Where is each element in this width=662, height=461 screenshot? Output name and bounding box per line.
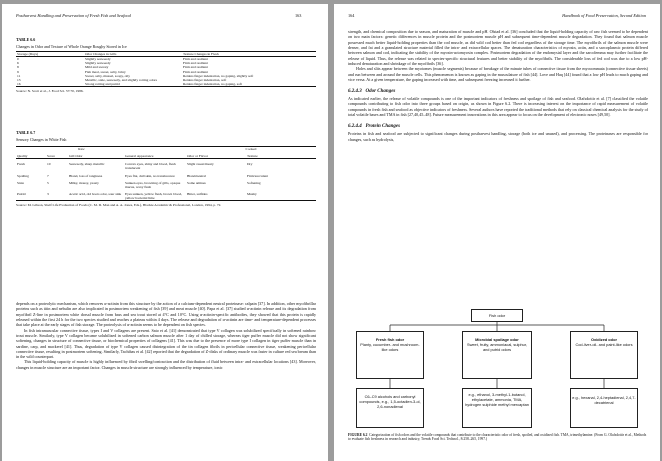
table-6-6-source: Source: N. Scott et al., J. Food Sci. 57:70, 1986. [16, 89, 84, 93]
group-examples: C6–C9 alcohols and carbonyl compounds, e.g., 1,5-octadien-3-ol, 2,6-nonadienal [359, 394, 421, 409]
table-6-6 [16, 37, 316, 93]
table-cell: 11 [17, 73, 21, 78]
table-cell: Softening [247, 180, 261, 185]
table-cell: Convex eyes, shiny and blood, flesh translucent [125, 162, 176, 171]
figure-caption [348, 433, 648, 442]
table-cell: Dry [247, 162, 253, 167]
table-cell: Acetic acid, old boots odor, sour sink [69, 191, 122, 196]
table-cell: Slightly seaweedy [85, 57, 111, 62]
group-title: Microbial spoilage odor [475, 337, 519, 342]
table-cell: 5 [47, 180, 49, 185]
body-paragraph: Holes and slits appear between the myotomes (muscle segments) because of breakage of the minute tubes of connective tissue from the myocommata (connective tissue sheets) and run between and around the muscle cells. This phenomenon is known as gaping in the musculature of fish [44]. Love and Haq [44] found that a low pH leads to much gaping and vice versa. At a given temperature, the gaping increased with time, and subsequent freezing increased it further. [348, 66, 648, 82]
table-cell: Eyes flat, dull skin, no translucence [125, 173, 175, 178]
table-cell: Mild and sweaty [85, 65, 109, 70]
table-cell: Spoiling [17, 173, 29, 178]
body-paragraph: strength, and chemical composition due to season, and maturation of muscle and pH. Olstad et al. [36] concluded that the liquid-holding capacity of raw fish seemed to be dependent on two main factors: genetic differences in muscle protein and the postmortem muscle pH and subsequent time-dependent muscle degradation. They found that salmon muscle possessed much better liquid-holding properties than the cod muscle, as did wild cod better than fed cod regardless of the storage time. The myofibrils of the salmon muscle were denser, and fat and a granulated structure material filled the intra- and extracellular spaces. The denaturation characteristics of myosin, actin, and a sarcoplasmic protein differed between salmon and cod, indicating the stability of the myosin-actomyosin complex. Postmortem degradation of the endomysial layer and the sarcolemma may further facilitate the release of liquid. Thus, the release was related to species-specific structural features and better stability of the myofibrils. The considerable loss of fed cod was due to a low pH-induced denaturation and shrinkage of the myofibrils [36]. [348, 29, 648, 66]
table-cell: 3 [47, 191, 49, 196]
table-row [16, 159, 316, 171]
body-paragraph: This liquid-holding capacity of muscle is highly influenced by fibril swelling/contraction and the distribution of fluid between intra- and extracellular locations [43]. Moreover, changes in muscle structure are an important factor. Changes in muscle structure are strongly influenced by temperature, ionic [16, 359, 316, 370]
table-header-cell: Texture [247, 154, 258, 159]
table-header-cell: Score [47, 154, 55, 159]
table-cell: Fish meal, sweet, salty, briny [85, 69, 126, 74]
table-6-6-body [16, 57, 316, 86]
table-header-cell: General Appearance [125, 154, 154, 159]
table-cell: Fresh [17, 162, 25, 167]
page-number-right: 164 [348, 13, 355, 18]
table-cell: Firm and resilient [183, 65, 208, 70]
table-6-7-source: Source: M. Gibson, Shelf Life Evaluation of Foods (C. M. D. Man and A. A. Jones, Eds.), Blackie Academic & Professional, London, 1994, p. 72. [16, 203, 222, 208]
table-cell: Bland/neutral [187, 173, 207, 178]
table-6-6-label: TABLE 6.6 [16, 37, 36, 42]
group-title: Fresh fish odor [375, 337, 405, 342]
oxidized-odor-box [570, 331, 638, 379]
left-page [2, 4, 328, 461]
running-head-left: Postharvest Handling and Preservation of Fresh Fish and Seafood [16, 13, 131, 18]
table-cell: Slightly seaweedy [85, 61, 111, 66]
section-title: Protein Changes [365, 124, 401, 130]
table-cell: 0 [17, 57, 19, 62]
table-cell: 9 [17, 69, 19, 74]
oxidized-compounds-box [570, 388, 638, 428]
table-cell: 10 [47, 162, 51, 167]
group-cooked-header: Cooked [245, 147, 257, 151]
table-row [16, 171, 316, 178]
table-cell: Strong rotting and putrid [85, 81, 120, 86]
table-row [16, 189, 316, 200]
microbial-odor-box [462, 331, 532, 379]
page-number-left: 163 [295, 13, 302, 18]
table-6-7-caption: Sensory Changes in White Fish [16, 137, 67, 142]
table-header-cell: Quality [17, 154, 28, 159]
table-cell: Bitter, sulfides [187, 191, 208, 196]
table-6-7-label: TABLE 6.7 [16, 130, 36, 135]
table-cell: Putrid [17, 191, 26, 196]
group-description: Planty, cucumber- and mushroom-like odors [360, 341, 420, 352]
table-cell: Firm and resilient [183, 61, 208, 66]
table-6-6-caption: Changes in Odor and Texture of Whole Orange Roughy Stored in Ice [16, 44, 127, 49]
table-header-cell: Texture Changes in Flesh [183, 52, 219, 56]
table-cell: Firm/succulent [247, 173, 268, 178]
figure-caption-label: FIGURE 6.2 [348, 433, 368, 437]
table-header-cell: Gill Odor [69, 154, 83, 159]
table-cell: Metallic, stale, seaweedy, and slightly rotting odors [85, 77, 157, 82]
fish-odor-label: Fish odor [488, 313, 506, 318]
microbial-compounds-box [462, 388, 532, 428]
body-paragraph: As indicated earlier, the release of volatile compounds is one of the important indicators of freshness and spoilage of fish and seafood. Olafsdottir et al. [7] classified the volatile compounds contributing to fish odor into three groups based on origin, as shown in Figure 6.2. There is increasing interest on the importance of rapid measurement of volatile compounds in fresh fish and seafood as objective indicators of freshness. Several authors have reported the traditional methods that rely on classical chemical analysis for the study of total volatile bases and TMA in fish [27,40,45–48]. Future measurement innovations in this area appear to focus on the development of electronic noses [49,50]. [348, 96, 648, 118]
table-cell: 6 [17, 61, 19, 66]
section-title: Odor Changes [365, 89, 396, 95]
table-cell: Milky, mousy, yeasty [69, 180, 99, 185]
table-cell: 8 [17, 65, 19, 70]
table-cell: Stale [17, 180, 24, 185]
body-paragraph: Proteins in fish and seafood are subjected to significant changes during postharvest handling, storage (both ice and unused), and processing. The proteinases are responsible for changes, such as hydrolysis, [348, 131, 648, 142]
table-cell: 7 [47, 173, 49, 178]
group-raw-header: Raw [78, 147, 85, 151]
figure-caption-text: Categorization of fish odors and the volatile compounds that contribute to the characteristic odor of fresh, spoiled, and oxidized fish. TMA, trimethylamine. (From G. Olafsdottir et al., Methods to evaluate fish freshness in research and industry, Trends Food Sci. Technol., 8:258–265, 1997.) [348, 433, 647, 442]
table-cell: 13 [17, 77, 21, 82]
right-page [334, 4, 660, 461]
table-cell: Seaweedy, sharp metallic [69, 162, 105, 167]
table-cell: Retains finger indentation, soft [183, 77, 227, 82]
group-examples: e.g., hexanal, 2,4-heptadienal, 2,4,7-decatrienal [572, 395, 636, 405]
table-header-cell: Storage (Days) [17, 52, 39, 56]
body-paragraph: In fish intramuscular connective tissue, types I and V collagens are present. Sato et al. [41] demonstrated that type V collagen was solubilized specifically in softened rainbow trout muscle. Similarly, type V collagen became solubilized in softened carbon salmon muscle after 1 day of chilled storage, whereas tiger puffer muscle did not show significant softening, changes in structure of connective tissue, or biochemical properties of collagens [41]. This was due to the presence of more type I collagen in tiger puffer muscle than in sardine, carp, and mackerel [41]. Thus, degradation of type V collagen caused disintegration of the tin collagen fibrils in pericellular connective tissue, weakening pericellular connective tissue, resulting in postmortem softening. Similarly, Tachibas et al. [42] reported that the degradation of Z-disks of ordinary muscle was faster in culture red sea bream than in the wild counterpart. [16, 327, 316, 360]
table-cell: Retains finger indentation, no gaping, soft [183, 81, 243, 86]
section-number: 6.2.4.4 [348, 124, 362, 130]
table-cell: Sweet, salty, mussel, soapy, oily [85, 73, 131, 78]
table-cell: Mushy [247, 191, 257, 196]
group-title: Oxidized odor [591, 337, 617, 342]
table-cell: Some amines [187, 180, 206, 185]
table-header-cell: Odor or Flavor [187, 154, 208, 159]
left-body-text [16, 301, 316, 370]
table-cell: Sunken eyes, browning of gills, opaque mucus, waxy flesh [125, 180, 181, 189]
table-cell: Firm and resilient [183, 57, 208, 62]
group-description: Cod-liver-oil- and paint-like odors [575, 341, 633, 347]
section-number: 6.2.4.3 [348, 89, 362, 95]
body-paragraph: depends on a proteolytic mechanism, which removes α-actinin from this structure by the action of a calcium-dependent neutral proteinase: calpain [37]. In addition, other myofibrillar proteins such as titin and nebulin are also implicated in postmortem weakening of fish [39] and meat muscle [40]. Papa et al. [37] studied α-actinin release and its degradation from myofibril Z-line in postmortem white dorsal muscle from bass and sea trout stored at 4°C and 10°C. Using α-actinin-specific antibodies, they showed that this protein is rapidly released within the first 24 h for the two species studied and reaches a plateau within 4 days. The release and degradation of α-actinin are time- and temperature-dependent processes that take place at the early stages of fish storage. The proteolysis of α-actinin seems to be dependent on fish species. [16, 301, 316, 328]
running-head-right: Handbook of Food Preservation, Second Edition [562, 13, 646, 18]
table-row [16, 178, 316, 189]
table-6-6-grid [16, 51, 316, 86]
table-cell: 16 [17, 81, 21, 86]
fish-odor-box [471, 309, 523, 322]
table-6-7-body [16, 159, 316, 200]
table-header-cell: Odor Changes in Gills [85, 52, 117, 56]
table-cell: Eyes sunken, yellow flesh, brown blood, yellow bacterial lime [125, 191, 182, 200]
table-6-7-grid [16, 146, 316, 200]
table-cell: Retains finger indentation, no gaping, slightly soft [183, 73, 254, 78]
fresh-compounds-box [356, 388, 424, 428]
table-cell: Bland, loss of tanginess [69, 173, 103, 178]
group-examples: e.g., ethanol, 3-methyl-1-butanol, ethylacetate, ammonia, TMA, hydrogen sulphide methyl mercaptan [465, 392, 529, 407]
table-cell: Firm and resilient [183, 69, 208, 74]
table-cell: Slight sweet/meaty [187, 162, 214, 167]
table-6-7 [16, 130, 316, 208]
group-description: Sweet, fruity, ammoniacal, sulphur, and putrid odors [466, 341, 528, 352]
fresh-odor-box [356, 331, 424, 379]
